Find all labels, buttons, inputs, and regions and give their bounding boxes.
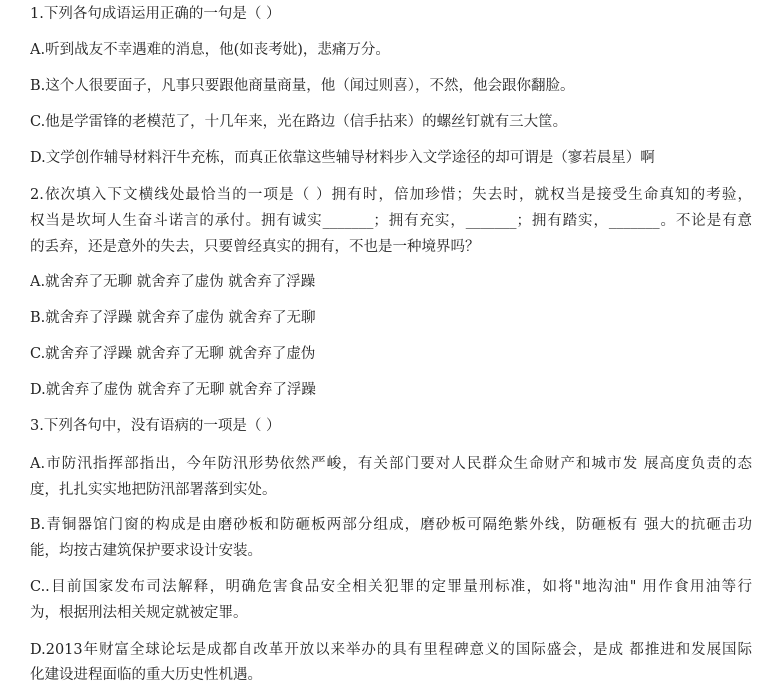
question-3-option-b-line-2: 能，均按古建筑保护要求设计安装。	[30, 543, 262, 559]
question-1-stem: 1.下列各句成语运用正确的一句是（ ）	[30, 6, 281, 22]
question-3-option-a-line-1: A.市防汛指挥部指出，今年防汛形势依然严峻，有关部门要对人民群众生命财产和城市发 展高度负责的态	[30, 456, 752, 472]
question-3-option-c-line-2: 为，根据刑法相关规定就被定罪。	[30, 605, 248, 621]
question-2-stem-line-2: 权当是坎坷人生奋斗诺言的承付。拥有诚实_______；拥有充实，_______；拥有踏实，_______。不论是有意	[30, 213, 752, 229]
question-1-option-b: B.这个人很要面子，凡事只要跟他商量商量，他（闻过则喜），不然，他会跟你翻脸。	[30, 78, 575, 94]
question-3-option-d-line-2: 化建设进程面临的重大历史性机遇。	[30, 667, 262, 683]
question-3-option-c-line-1: C..目前国家发布司法解释，明确危害食品安全相关犯罪的定罪量刑标准，如将"地沟油" 用作食用油等行	[30, 579, 752, 595]
question-2-stem-line-1: 2.依次填入下文横线处最恰当的一项是（ ）拥有时，倍加珍惜；失去时，就权当是接受生命真知的考验，	[30, 187, 752, 203]
question-1-option-d: D.文学创作辅导材料汗牛充栋，而真正依靠这些辅导材料步入文学途径的却可谓是（寥若晨星）啊	[30, 150, 655, 166]
question-2-option-a: A.就舍弃了无聊 就舍弃了虚伪 就舍弃了浮躁	[30, 274, 316, 290]
question-1-option-c: C.他是学雷锋的老模范了，十几年来，光在路边（信手拈来）的螺丝钉就有三大筐。	[30, 114, 568, 130]
question-3-option-b-line-1: B.青铜器馆门窗的构成是由磨砂板和防砸板两部分组成，磨砂板可隔绝紫外线，防砸板有 强大的抗砸击功	[30, 517, 752, 533]
question-2-option-b: B.就舍弃了浮躁 就舍弃了虚伪 就舍弃了无聊	[30, 310, 316, 326]
question-3-stem: 3.下列各句中，没有语病的一项是（ ）	[30, 418, 281, 434]
question-1-option-a: A.听到战友不幸遇难的消息，他(如丧考妣)，悲痛万分。	[30, 42, 390, 58]
question-3-option-a-line-2: 度，扎扎实实地把防汛部署落到实处。	[30, 482, 277, 498]
question-2-option-d: D.就舍弃了虚伪 就舍弃了无聊 就舍弃了浮躁	[30, 382, 316, 398]
question-3-option-d-line-1: D.2013年财富全球论坛是成都自改革开放以来举办的具有里程碑意义的国际盛会，是成 都推进和发展国际	[30, 642, 752, 658]
question-2-option-c: C.就舍弃了浮躁 就舍弃了无聊 就舍弃了虚伪	[30, 346, 316, 362]
question-2-stem-line-3: 的丢弃，还是意外的失去，只要曾经真实的拥有，不也是一种境界吗？	[30, 239, 480, 255]
